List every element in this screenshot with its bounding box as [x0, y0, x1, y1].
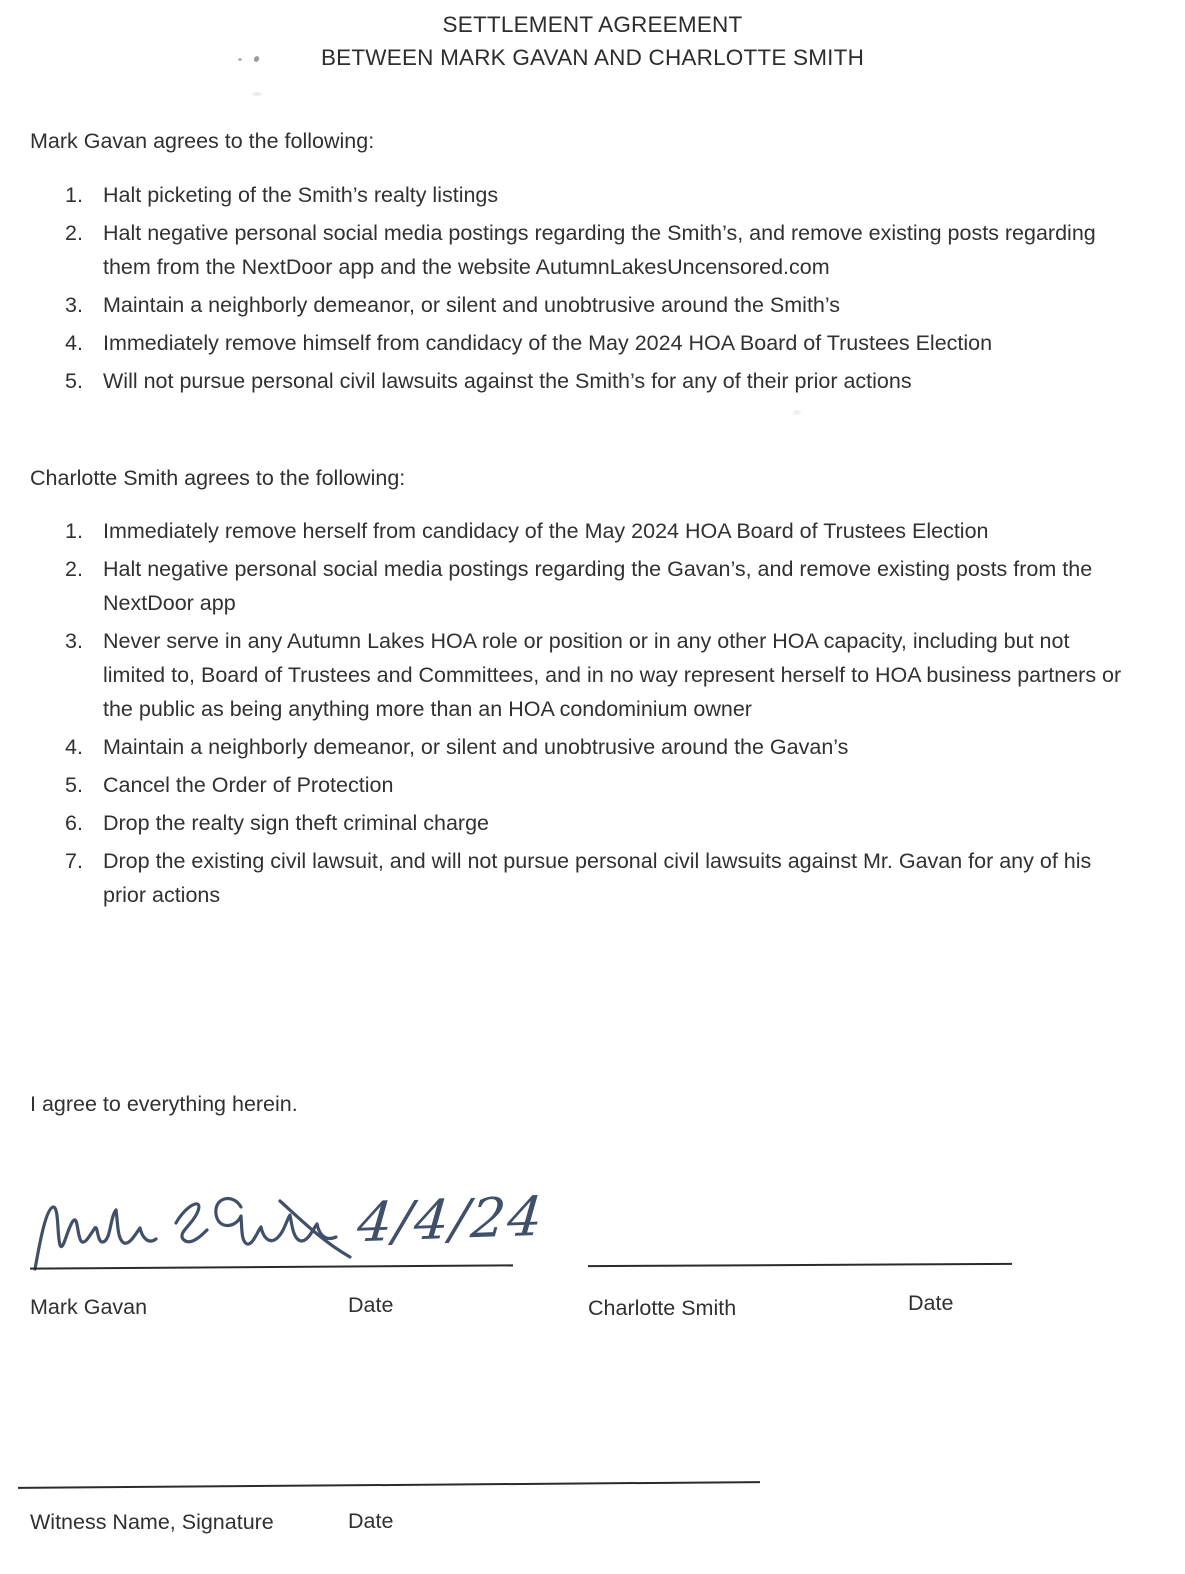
- list-item: Immediately remove herself from candidacy of the May 2024 HOA Board of Trustees Election: [103, 519, 989, 543]
- list-item: Never serve in any Autumn Lakes HOA role or position or in any other HOA capacity, including but not limited to, Board of Trustees and Committees, and in no way represent herself to HOA business partners or the public as being anything more than an HOA condominium owner: [103, 629, 1122, 721]
- document-title-line2: BETWEEN MARK GAVAN AND CHARLOTTE SMITH: [320, 45, 865, 70]
- witness-date-label: Date: [348, 1509, 394, 1533]
- witness-signature-line: [18, 1481, 760, 1489]
- mark-gavan-section-heading: Mark Gavan agrees to the following:: [30, 129, 375, 153]
- list-item: Halt negative personal social media postings regarding the Smith’s, and remove existing posts regarding them from the NextDoor app and the website AutumnLakesUncensored.com: [103, 221, 1096, 279]
- witness-name-label: Witness Name, Signature: [30, 1510, 274, 1534]
- mark-gavan-signature: [28, 1183, 358, 1275]
- list-item: Halt picketing of the Smith’s realty listings: [103, 183, 499, 207]
- charlotte-smith-terms-list: [30, 514, 1130, 916]
- mark-gavan-terms-list: [30, 178, 1130, 402]
- mark-gavan-handwritten-date: 4/4/24: [354, 1184, 547, 1255]
- charlotte-smith-section-heading: Charlotte Smith agrees to the following:: [30, 466, 406, 490]
- charlotte-smith-name-label: Charlotte Smith: [588, 1296, 737, 1320]
- charlotte-smith-signature-line: [588, 1263, 1012, 1267]
- list-item: Immediately remove himself from candidacy of the May 2024 HOA Board of Trustees Election: [103, 331, 993, 355]
- mark-gavan-name-label: Mark Gavan: [30, 1295, 148, 1319]
- list-item: Will not pursue personal civil lawsuits against the Smith’s for any of their prior actions: [103, 369, 912, 393]
- list-item: Drop the realty sign theft criminal charge: [103, 811, 489, 835]
- agreement-statement: I agree to everything herein.: [30, 1092, 298, 1116]
- list-item: Halt negative personal social media postings regarding the Gavan’s, and remove existing posts from the NextDoor app: [103, 557, 1093, 615]
- mark-gavan-date-label: Date: [348, 1293, 394, 1317]
- document-title: [0, 8, 1185, 74]
- list-item: Cancel the Order of Protection: [103, 773, 394, 797]
- document-title-line1: SETTLEMENT AGREEMENT: [442, 12, 743, 37]
- charlotte-smith-date-label: Date: [908, 1291, 954, 1315]
- scan-artifact: [793, 410, 801, 415]
- scan-artifact: [252, 92, 262, 96]
- list-item: Maintain a neighborly demeanor, or silent and unobtrusive around the Smith’s: [103, 293, 841, 317]
- list-item: Drop the existing civil lawsuit, and will not pursue personal civil lawsuits against Mr. Gavan for any of his prior actions: [103, 849, 1092, 907]
- list-item: Maintain a neighborly demeanor, or silent and unobtrusive around the Gavan’s: [103, 735, 849, 759]
